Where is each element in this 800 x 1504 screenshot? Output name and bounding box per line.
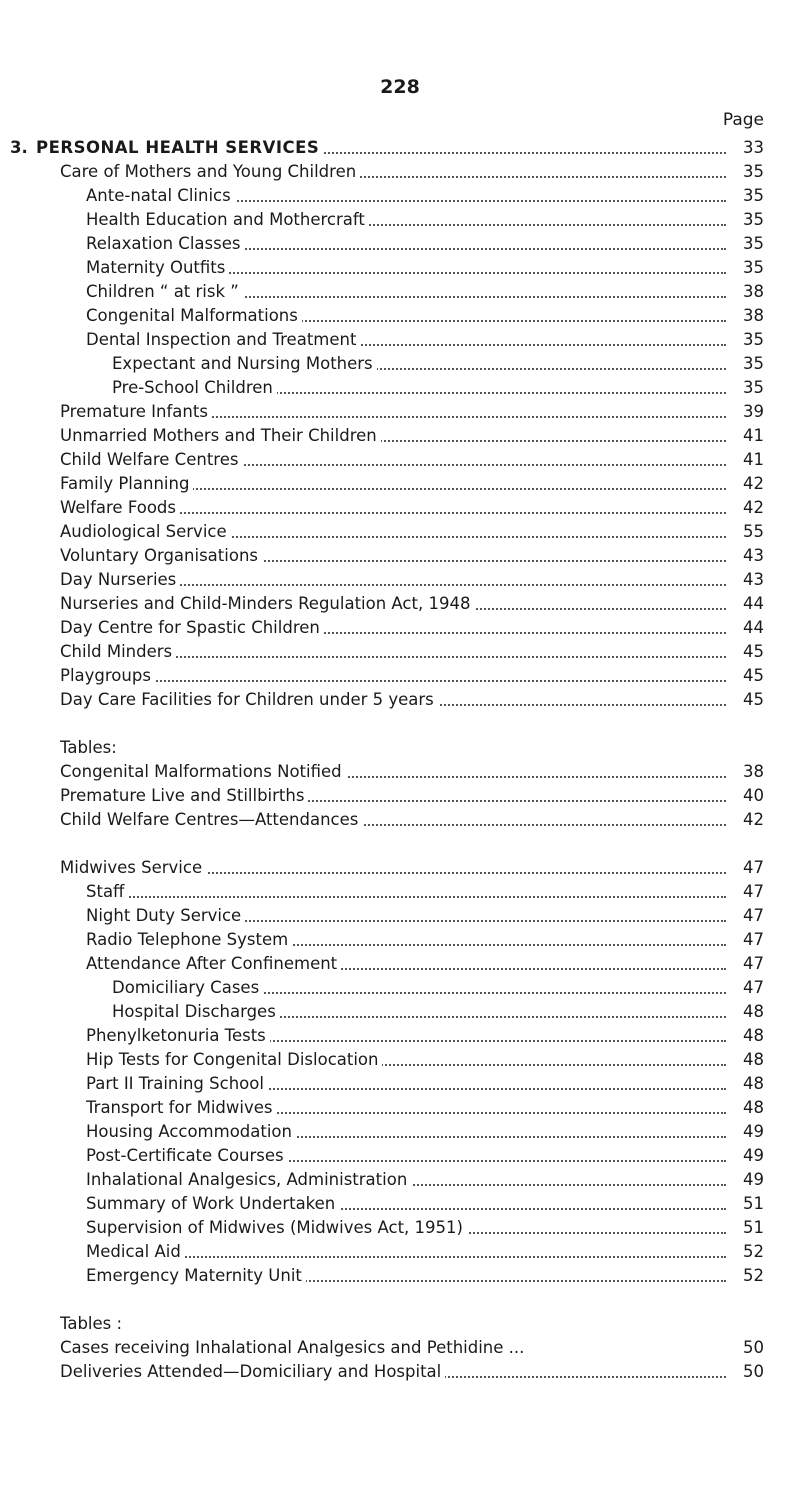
entry-title: Day Care Facilities for Children under 5 years xyxy=(60,690,438,709)
entry-title: Day Centre for Spastic Children xyxy=(60,618,324,637)
tables-heading xyxy=(0,736,800,760)
toc-entry xyxy=(0,136,800,160)
toc-entry xyxy=(0,856,800,880)
entry-title-container xyxy=(86,280,726,304)
entry-title-container xyxy=(86,1072,726,1096)
entry-title: Congenital Malformations Notified xyxy=(60,762,346,781)
entry-page-number: 45 xyxy=(743,642,764,661)
toc-entry xyxy=(0,1048,800,1072)
entry-page-number: 50 xyxy=(743,1362,764,1381)
entry-page-number: 35 xyxy=(743,330,764,349)
entry-title-container xyxy=(86,1024,726,1048)
entry-title-container xyxy=(60,616,726,640)
entry-page-number: 35 xyxy=(743,378,764,397)
toc-entry xyxy=(0,808,800,832)
toc-entry xyxy=(0,304,800,328)
entry-title: Post-Certificate Courses xyxy=(86,1146,288,1165)
entry-title: Pre-School Children xyxy=(112,378,277,397)
entry-title-container xyxy=(86,1264,726,1288)
entry-title: Hospital Discharges xyxy=(112,1002,280,1021)
entry-title-container xyxy=(86,1192,726,1216)
entry-page-number: 35 xyxy=(743,234,764,253)
entry-title: Congenital Malformations xyxy=(86,306,302,325)
toc-entry xyxy=(0,1168,800,1192)
entry-title-container xyxy=(60,448,726,472)
entry-title-container xyxy=(86,928,726,952)
entry-title: Midwives Service xyxy=(60,858,206,877)
entry-page-number: 33 xyxy=(743,138,764,157)
entry-page-number: 39 xyxy=(743,402,764,421)
entry-title: Emergency Maternity Unit xyxy=(86,1266,306,1285)
entry-title: Night Duty Service xyxy=(86,906,245,925)
toc-entry xyxy=(0,904,800,928)
entry-title: PERSONAL HEALTH SERVICES xyxy=(36,138,323,157)
entry-title-container xyxy=(60,496,726,520)
entry-page-number: 47 xyxy=(743,930,764,949)
toc-entry xyxy=(0,472,800,496)
section-gap xyxy=(0,1288,800,1312)
entry-page-number: 48 xyxy=(743,1026,764,1045)
entry-title: Domiciliary Cases xyxy=(112,978,263,997)
toc-entry xyxy=(0,1216,800,1240)
entry-title-container xyxy=(86,232,726,256)
entry-page-number: 52 xyxy=(743,1266,764,1285)
toc-entry xyxy=(0,1000,800,1024)
entry-page-number: 49 xyxy=(743,1146,764,1165)
entry-title-container xyxy=(86,1216,726,1240)
entry-page-number: 48 xyxy=(743,1098,764,1117)
entry-title-container xyxy=(86,256,726,280)
toc-entry xyxy=(0,496,800,520)
toc-entry xyxy=(0,1096,800,1120)
entry-page-number: 47 xyxy=(743,858,764,877)
entry-page-number: 42 xyxy=(743,474,764,493)
entry-title: Expectant and Nursing Mothers xyxy=(112,354,377,373)
toc-entry xyxy=(0,1120,800,1144)
dot-leader xyxy=(60,680,726,682)
entry-page-number: 38 xyxy=(743,762,764,781)
entry-page-number: 50 xyxy=(743,1338,764,1357)
toc-entry xyxy=(0,688,800,712)
toc-entry xyxy=(0,928,800,952)
entry-title: Health Education and Mothercraft xyxy=(86,210,369,229)
entry-title-container xyxy=(60,856,726,880)
entry-page-number: 52 xyxy=(743,1242,764,1261)
entry-title: Nurseries and Child-Minders Regulation Act, 1948 xyxy=(60,594,474,613)
entry-title-container xyxy=(60,1360,726,1384)
toc-entry xyxy=(0,232,800,256)
toc-entry xyxy=(0,568,800,592)
entry-title-container xyxy=(60,664,726,688)
toc-entry xyxy=(0,328,800,352)
section-number: 3. xyxy=(10,138,28,157)
entry-title-container xyxy=(86,304,726,328)
toc-entry xyxy=(0,952,800,976)
entry-title: Attendance After Confinement xyxy=(86,954,341,973)
dot-leader xyxy=(86,896,726,898)
entry-title: Deliveries Attended—Domiciliary and Hospital xyxy=(60,1362,445,1381)
tables-heading xyxy=(0,1312,800,1336)
entry-title-container xyxy=(86,1144,726,1168)
entry-title: Child Welfare Centres xyxy=(60,450,242,469)
entry-title: Voluntary Organisations xyxy=(60,546,262,565)
entry-title: Family Planning xyxy=(60,474,193,493)
entry-title: Premature Live and Stillbirths xyxy=(60,786,308,805)
entry-page-number: 45 xyxy=(743,690,764,709)
entry-title: Phenylketonuria Tests xyxy=(86,1026,270,1045)
entry-title: Supervision of Midwives (Midwives Act, 1951) xyxy=(86,1218,467,1237)
entry-title-container xyxy=(60,520,726,544)
entry-page-number: 48 xyxy=(743,1074,764,1093)
toc-entry xyxy=(0,352,800,376)
entry-title-container xyxy=(60,760,726,784)
entry-page-number: 49 xyxy=(743,1170,764,1189)
entry-title: Cases receiving Inhalational Analgesics and Pethidine ... xyxy=(60,1338,528,1357)
entry-page-number: 47 xyxy=(743,978,764,997)
entry-title: Transport for Midwives xyxy=(86,1098,277,1117)
entry-title: Medical Aid xyxy=(86,1242,185,1261)
toc-entry xyxy=(0,1024,800,1048)
entry-title: Staff xyxy=(86,882,128,901)
entry-title: Audiological Service xyxy=(60,522,231,541)
entry-page-number: 35 xyxy=(743,210,764,229)
entry-title: Child Minders xyxy=(60,642,176,661)
entry-title: Care of Mothers and Young Children xyxy=(60,162,360,181)
entry-title-container xyxy=(36,136,726,160)
heading-label: Tables : xyxy=(60,1314,123,1333)
toc-entry xyxy=(0,784,800,808)
entry-page-number: 38 xyxy=(743,282,764,301)
entry-page-number: 48 xyxy=(743,1050,764,1069)
entry-page-number: 40 xyxy=(743,786,764,805)
entry-title-container xyxy=(86,1048,726,1072)
entry-title-container xyxy=(60,688,726,712)
toc-entry xyxy=(0,208,800,232)
entry-title: Premature Infants xyxy=(60,402,212,421)
entry-page-number: 43 xyxy=(743,570,764,589)
entry-title-container xyxy=(86,208,726,232)
entry-page-number: 44 xyxy=(743,618,764,637)
entry-page-number: 49 xyxy=(743,1122,764,1141)
section-gap xyxy=(0,712,800,736)
entry-title: Ante-natal Clinics xyxy=(86,186,235,205)
toc-entry xyxy=(0,1240,800,1264)
entry-title-container xyxy=(86,1096,726,1120)
entry-page-number: 45 xyxy=(743,666,764,685)
entry-page-number: 51 xyxy=(743,1218,764,1237)
table-of-contents xyxy=(0,136,800,1384)
toc-entry xyxy=(0,376,800,400)
entry-title: Relaxation Classes xyxy=(86,234,244,253)
entry-title-container xyxy=(60,424,726,448)
entry-title-container xyxy=(60,544,726,568)
entry-title-container xyxy=(60,472,726,496)
entry-title-container xyxy=(60,640,726,664)
entry-title-container xyxy=(112,976,726,1000)
entry-page-number: 55 xyxy=(743,522,764,541)
entry-title: Housing Accommodation xyxy=(86,1122,296,1141)
toc-entry xyxy=(0,184,800,208)
toc-entry xyxy=(0,1072,800,1096)
entry-page-number: 35 xyxy=(743,162,764,181)
toc-entry xyxy=(0,256,800,280)
toc-entry xyxy=(0,1336,800,1360)
entry-page-number: 42 xyxy=(743,498,764,517)
entry-title-container xyxy=(112,352,726,376)
toc-entry xyxy=(0,160,800,184)
page-number: 228 xyxy=(380,76,420,98)
toc-entry xyxy=(0,880,800,904)
entry-title-container xyxy=(112,376,726,400)
section-gap xyxy=(0,832,800,856)
entry-title-container xyxy=(86,184,726,208)
entry-page-number: 41 xyxy=(743,450,764,469)
toc-entry xyxy=(0,1144,800,1168)
heading-label: Tables: xyxy=(60,738,117,757)
entry-title: Radio Telephone System xyxy=(86,930,292,949)
entry-title: Children “ at risk ” xyxy=(86,282,243,301)
entry-title-container xyxy=(86,1168,726,1192)
entry-page-number: 43 xyxy=(743,546,764,565)
entry-title-container xyxy=(60,400,726,424)
entry-page-number: 41 xyxy=(743,426,764,445)
toc-entry xyxy=(0,448,800,472)
entry-title: Maternity Outfits xyxy=(86,258,229,277)
toc-entry xyxy=(0,592,800,616)
toc-entry xyxy=(0,1192,800,1216)
entry-title-container xyxy=(86,1120,726,1144)
toc-entry xyxy=(0,520,800,544)
entry-title-container xyxy=(86,880,726,904)
toc-entry xyxy=(0,544,800,568)
toc-entry xyxy=(0,616,800,640)
entry-title-container xyxy=(60,1336,726,1360)
entry-page-number: 35 xyxy=(743,258,764,277)
entry-title: Summary of Work Undertaken xyxy=(86,1194,339,1213)
entry-title: Part II Training School xyxy=(86,1074,268,1093)
entry-title-container xyxy=(112,1000,726,1024)
entry-page-number: 35 xyxy=(743,186,764,205)
entry-page-number: 35 xyxy=(743,354,764,373)
entry-page-number: 51 xyxy=(743,1194,764,1213)
entry-title: Day Nurseries xyxy=(60,570,180,589)
entry-page-number: 38 xyxy=(743,306,764,325)
entry-title-container xyxy=(60,784,726,808)
entry-page-number: 47 xyxy=(743,954,764,973)
toc-entry xyxy=(0,400,800,424)
entry-title-container xyxy=(86,904,726,928)
entry-page-number: 44 xyxy=(743,594,764,613)
entry-page-number: 42 xyxy=(743,810,764,829)
entry-title: Welfare Foods xyxy=(60,498,180,517)
toc-entry xyxy=(0,280,800,304)
toc-entry xyxy=(0,1360,800,1384)
entry-title: Unmarried Mothers and Their Children xyxy=(60,426,381,445)
entry-title: Child Welfare Centres—Attendances xyxy=(60,810,362,829)
toc-entry xyxy=(0,424,800,448)
entry-title: Inhalational Analgesics, Administration xyxy=(86,1170,411,1189)
entry-title-container xyxy=(60,160,726,184)
entry-title: Playgroups xyxy=(60,666,155,685)
entry-page-number: 47 xyxy=(743,906,764,925)
page-column-label: Page xyxy=(722,110,764,130)
entry-title: Dental Inspection and Treatment xyxy=(86,330,360,349)
toc-entry xyxy=(0,1264,800,1288)
entry-page-number: 47 xyxy=(743,882,764,901)
entry-title-container xyxy=(86,1240,726,1264)
entry-title-container xyxy=(60,808,726,832)
entry-title-container xyxy=(60,592,726,616)
entry-page-number: 48 xyxy=(743,1002,764,1021)
entry-title-container xyxy=(60,568,726,592)
entry-title: Hip Tests for Congenital Dislocation xyxy=(86,1050,382,1069)
entry-title-container xyxy=(86,952,726,976)
toc-entry xyxy=(0,640,800,664)
toc-entry xyxy=(0,760,800,784)
entry-title-container xyxy=(86,328,726,352)
toc-entry xyxy=(0,976,800,1000)
toc-entry xyxy=(0,664,800,688)
